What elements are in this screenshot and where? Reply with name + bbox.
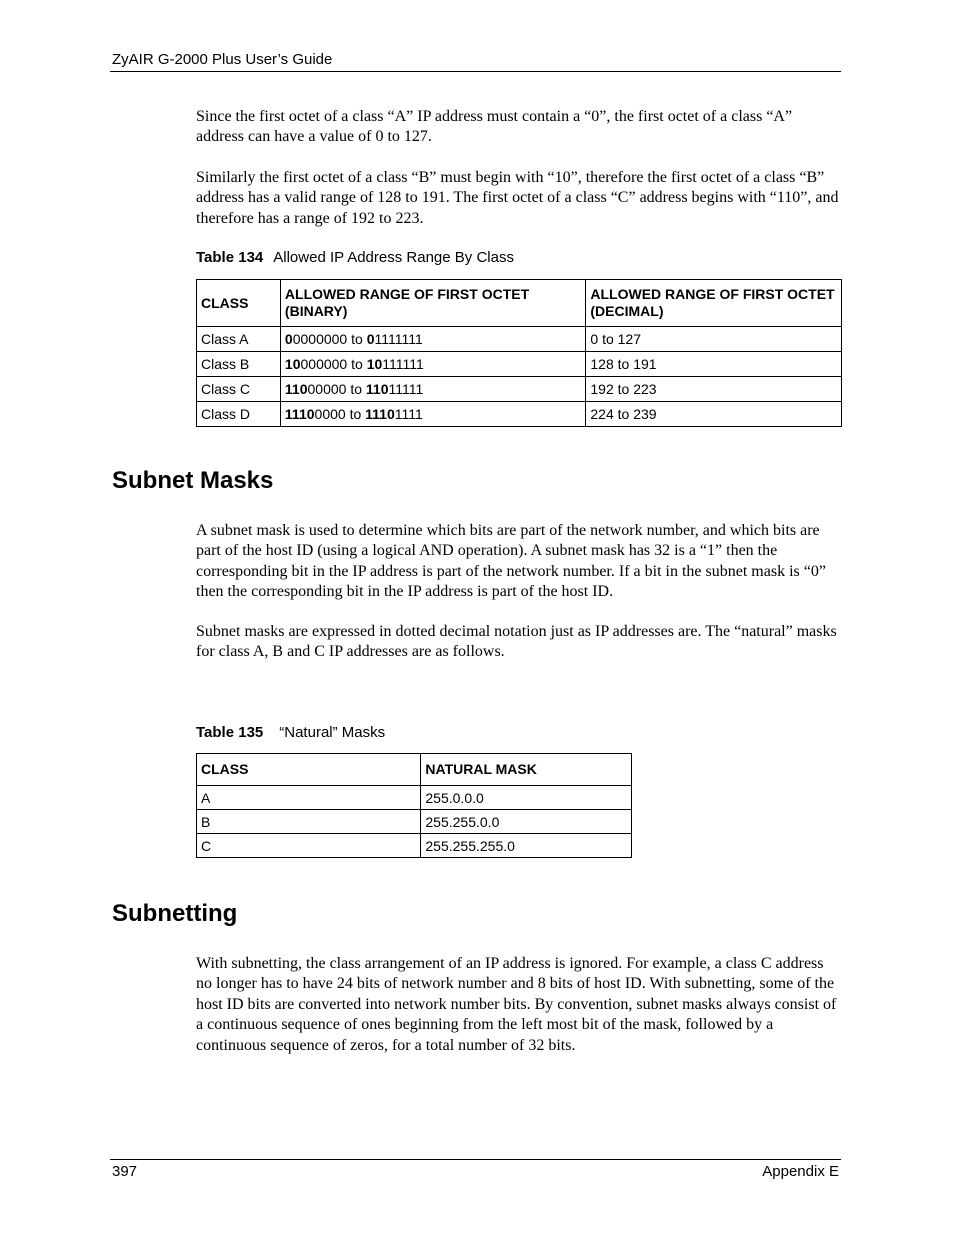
cell-class: Class A <box>197 327 281 352</box>
cell-mask: 255.255.255.0 <box>421 834 632 858</box>
section-title-subnetting: Subnetting <box>112 900 238 927</box>
paragraph-natural-masks-intro: Subnet masks are expressed in dotted decimal notation just as IP addresses are. The “natural” masks for class A, B and C IP addresses are as follows. <box>196 623 837 661</box>
table-row <box>197 810 632 834</box>
footer-section-name: Appendix E <box>762 1163 839 1180</box>
table-135-caption-label: Table 135 <box>196 724 264 741</box>
paragraph-subnetting: With subnetting, the class arrangement of an IP address is ignored. For example, a class C address no longer has to have 24 bits of network number and 8 bits of host ID. With subnetting, some of the host ID bits are converted into network number bits. By convention, subnet masks always consist of a continuous sequence of ones beginning from the left most bit of the mask, followed by a continuous sequence of zeros, for a total number of 32 bits. <box>196 955 837 1054</box>
cell-class: A <box>197 786 421 810</box>
table-134-caption-label: Table 134 <box>196 249 264 266</box>
column-header-class: CLASS <box>197 754 421 786</box>
table-134-caption <box>196 249 514 266</box>
cell-decimal-range: 128 to 191 <box>586 352 842 377</box>
table-135-caption <box>196 724 385 741</box>
paragraph-subnet-mask-definition: A subnet mask is used to determine which bits are part of the network number, and which bits are part of the host ID (using a logical AND operation). A subnet mask has 32 is a “1” then the corresponding bit in the IP address is part of the network number. If a bit in the subnet mask is “0” then the corresponding bit in the IP address is part of the host ID. <box>196 522 826 601</box>
column-header-decimal-range: ALLOWED RANGE OF FIRST OCTET (DECIMAL) <box>586 280 842 327</box>
paragraph-class-a-range: Since the first octet of a class “A” IP address must contain a “0”, the first octet of a class “A” address can have a value of 0 to 127. <box>196 108 793 146</box>
table-row <box>197 834 632 858</box>
table-row <box>197 327 842 352</box>
page-number: 397 <box>112 1163 138 1180</box>
cell-class: B <box>197 810 421 834</box>
column-header-natural-mask: NATURAL MASK <box>421 754 632 786</box>
cell-class: Class D <box>197 402 281 427</box>
cell-mask: 255.255.0.0 <box>421 810 632 834</box>
running-header-title: ZyAIR G-2000 Plus User’s Guide <box>112 51 333 68</box>
cell-binary-range: 11100000 to 11101111 <box>280 402 585 427</box>
table-134-caption-text: Allowed IP Address Range By Class <box>273 249 514 266</box>
column-header-class: CLASS <box>197 280 281 327</box>
table-135-caption-text: “Natural” Masks <box>279 724 386 741</box>
table-row <box>197 786 632 810</box>
cell-decimal-range: 192 to 223 <box>586 377 842 402</box>
paragraph-class-b-c-range: Similarly the first octet of a class “B” must begin with “10”, therefore the first octet of a class “B” address has a valid range of 128 to 191. The first octet of a class “C” address begins with “110”, and therefore has a range of 192 to 223. <box>196 169 839 227</box>
cell-binary-range: 10000000 to 10111111 <box>280 352 585 377</box>
allowed-ip-range-table <box>196 279 842 427</box>
header-rule <box>110 71 841 72</box>
table-header-row <box>197 754 632 786</box>
cell-decimal-range: 0 to 127 <box>586 327 842 352</box>
table-row <box>197 352 842 377</box>
column-header-binary-range: ALLOWED RANGE OF FIRST OCTET (BINARY) <box>280 280 585 327</box>
natural-masks-table <box>196 753 632 858</box>
cell-class: Class B <box>197 352 281 377</box>
table-row <box>197 377 842 402</box>
cell-binary-range: 11000000 to 11011111 <box>280 377 585 402</box>
table-row <box>197 402 842 427</box>
cell-binary-range: 00000000 to 01111111 <box>280 327 585 352</box>
table-header-row <box>197 280 842 327</box>
cell-class: C <box>197 834 421 858</box>
cell-mask: 255.0.0.0 <box>421 786 632 810</box>
cell-decimal-range: 224 to 239 <box>586 402 842 427</box>
cell-class: Class C <box>197 377 281 402</box>
footer-rule <box>110 1159 841 1160</box>
section-title-subnet-masks: Subnet Masks <box>112 467 274 494</box>
